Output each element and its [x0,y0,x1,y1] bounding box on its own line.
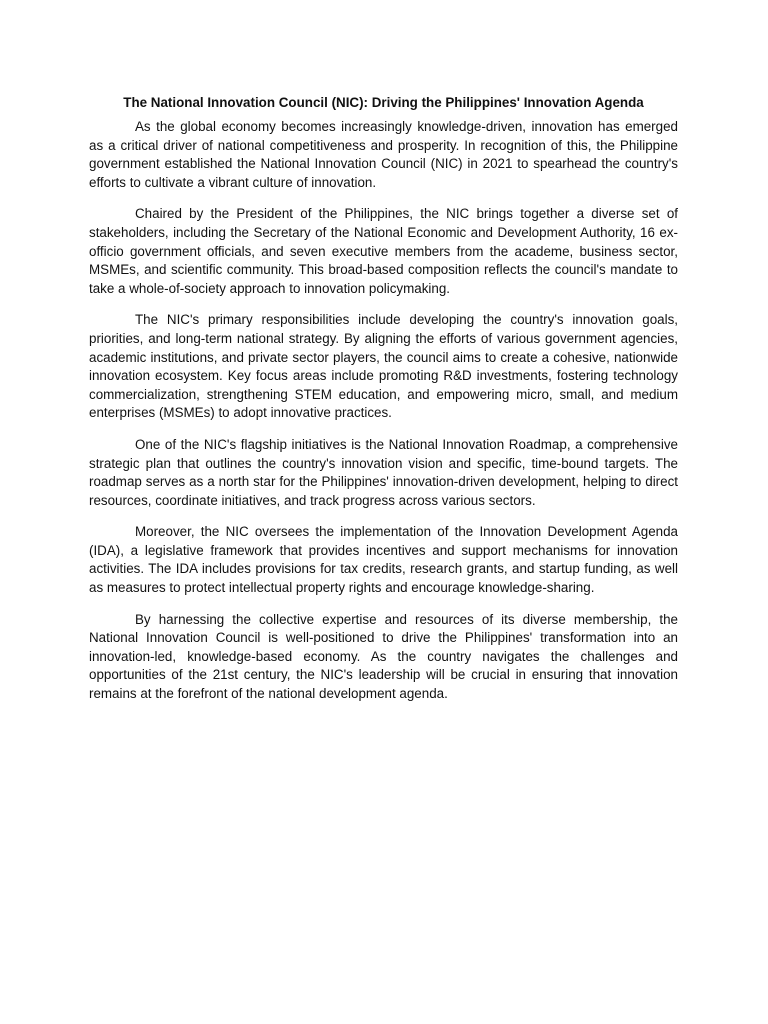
paragraph-intro: As the global economy becomes increasingly knowledge-driven, innovation has emerged as a critical driver of national competitiveness and prosperity. In recognition of this, the Philippine government established the National Innovation Council (NIC) in 2021 to spearhead the country's efforts to cultivate a vibrant culture of innovation. [89,119,678,190]
paragraph-ida: Moreover, the NIC oversees the implementation of the Innovation Development Agenda (IDA), a legislative framework that provides incentives and support mechanisms for innovation activities. The IDA includes provisions for tax credits, research grants, and startup funding, as well as measures to protect intellectual property rights and encourage knowledge-sharing. [89,524,678,596]
document-title: The National Innovation Council (NIC): Driving the Philippines' Innovation Agenda [123,95,644,110]
paragraph-composition: Chaired by the President of the Philippines, the NIC brings together a diverse set of stakeholders, including the Secretary of the National Economic and Development Authority, 16 ex-officio government officials, and seven executive members from the academe, business sector, MSMEs, and scientific community. This broad-based composition reflects the council's mandate to take a whole-of-society approach to innovation policymaking. [89,206,678,296]
paragraph-roadmap: One of the NIC's flagship initiatives is the National Innovation Roadmap, a comprehensive strategic plan that outlines the country's innovation vision and specific, time-bound targets. The roadmap serves as a north star for the Philippines' innovation-driven development, helping to direct resources, coordinate initiatives, and track progress across various sectors. [89,436,678,508]
paragraph-responsibilities: The NIC's primary responsibilities include developing the country's innovation goals, priorities, and long-term national strategy. By aligning the efforts of various government agencies, academic institutions, and private sector players, the council aims to create a cohesive, nationwide innovation ecosystem. Key focus areas include promoting R&D investments, fostering technology commercialization, strengthening STEM education, and empowering micro, small, and medium enterprises (MSMEs) to adopt innovative practices. [89,312,678,421]
paragraph-conclusion: By harnessing the collective expertise and resources of its diverse membership, the National Innovation Council is well-positioned to drive the Philippines' transformation into an innovation-led, knowledge-based economy. As the country navigates the challenges and opportunities of the 21st century, the NIC's leadership will be crucial in ensuring that innovation remains at the forefront of the national development agenda. [89,611,678,702]
document-body [89,93,678,717]
